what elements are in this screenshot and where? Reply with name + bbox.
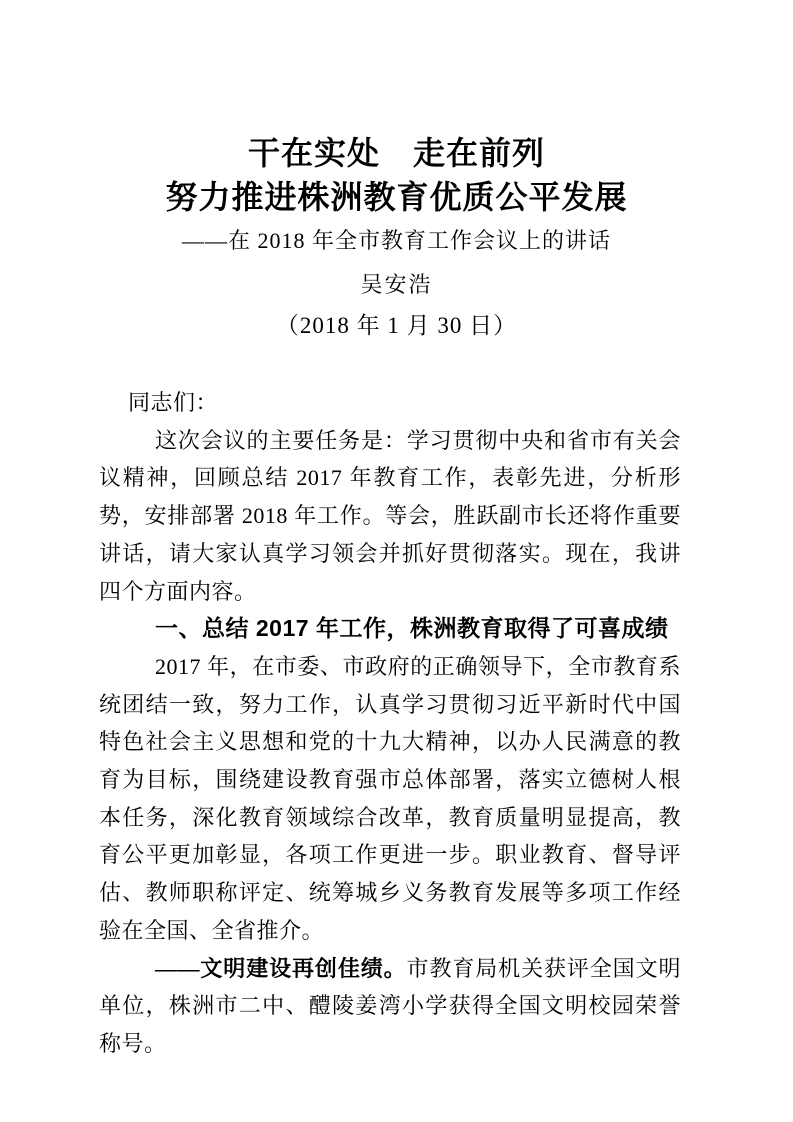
paragraph-2017-summary: 2017 年，在市委、市政府的正确领导下，全市教育系统团结一致，努力工作，认真学习贯彻习近平新时代中国特色社会主义思想和党的十九大精神，以办人民满意的教育为目标，围绕建设教育强市总体部署，落实立德树人根本任务，深化教育领域综合改革，教育质量明显提高，教育公平更加彰显，各项工作更进一步。职业教育、督导评估、教师职称评定、统筹城乡义务教育发展等多项工作经验在全国、全省推介。 [99, 653, 681, 943]
document-subtitle: ——在 2018 年全市教育工作会议上的讲话 [181, 228, 611, 253]
document-title-line-2: 努力推进株洲教育优质公平发展 [165, 179, 628, 215]
document-title-line-1: 干在实处 走在前列 [247, 135, 545, 171]
paragraph-meeting-tasks: 这次会议的主要任务是：学习贯彻中央和省市有关会议精神，回顾总结 2017 年教育工作，表彰先进，分析形势，安排部署 2018 年工作。等会，胜跃副市长还将作重要讲话，请大家认真学习领会并抓好贯彻落实。现在，我讲四个方面内容。 [99, 427, 681, 604]
paragraph-lead-emphasis: ——文明建设再创佳绩。 [155, 955, 407, 981]
section-heading-1: 一、总结 2017 年工作，株洲教育取得了可喜成绩 [155, 615, 669, 642]
document-date: （2018 年 1 月 30 日） [275, 313, 518, 338]
salutation: 同志们： [128, 390, 219, 415]
document-body [99, 384, 681, 1063]
paragraph-lead-body-text: 市教育局机关获评全国文明单位，株洲市二中、醴陵姜湾小学获得全国文明校园荣誉称号。 [99, 955, 681, 1056]
author-name: 吴安浩 [360, 272, 433, 297]
paragraph-civilization-achievements [99, 950, 681, 1063]
document-header [0, 131, 793, 341]
page-title [0, 131, 793, 219]
